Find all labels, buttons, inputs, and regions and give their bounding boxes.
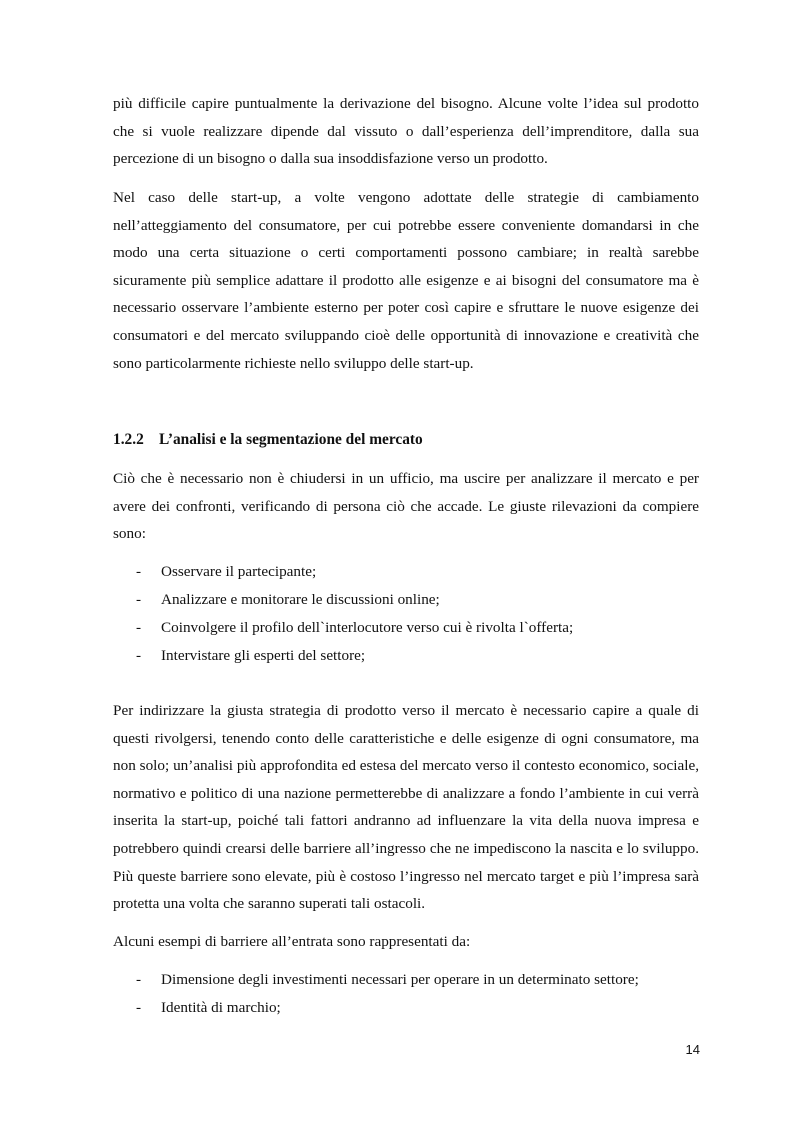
list-item [113, 642, 699, 670]
list-item-text: Dimensione degli investimenti necessari per operare in un determinato settore; [161, 971, 639, 988]
list-item-text: Osservare il partecipante; [161, 563, 317, 580]
section-heading [113, 428, 699, 452]
paragraph-text: Ciò che è necessario non è chiudersi in un ufficio, ma uscire per analizzare il mercato e per avere dei confronti, verificando di persona ciò che accade. Le giuste rilevazioni da compiere sono: [113, 470, 699, 543]
section-title: L’analisi e la segmentazione del mercato [159, 431, 423, 448]
section-number: 1.2.2 [113, 431, 144, 448]
list-item [113, 586, 699, 614]
paragraph-barriere-intro [113, 928, 699, 956]
paragraph-text: Alcuni esempi di barriere all’entrata sono rappresentati da: [113, 933, 471, 950]
paragraph-start-up-strategie [113, 184, 699, 377]
list-item [113, 966, 699, 994]
list-item-text: Identità di marchio; [161, 999, 281, 1016]
list-bullet: - [136, 999, 142, 1016]
list-bullet: - [136, 619, 142, 636]
barriere-list [113, 966, 699, 1022]
list-item [113, 558, 699, 586]
page-number: 14 [685, 1042, 700, 1057]
list-bullet: - [136, 647, 142, 664]
list-bullet: - [136, 591, 142, 608]
list-item [113, 994, 699, 1022]
paragraph-bisogno [113, 90, 699, 173]
paragraph-text: Nel caso delle start-up, a volte vengono adottate delle strategie di cambiamento nell’atteggiamento del consumatore, per cui potrebbe essere conveniente domandarsi in che modo una certa situazione o certi comportamenti possono cambiare; in realtà sarebbe sicuramente più semplice adattare il prodotto alle esigenze e ai bisogni del consumatore ma è necessario osservare l’ambiente esterno per poter così capire e sfruttare le nuove esigenze dei consumatori e del mercato sviluppando cioè delle opportunità di innovazione e creatività che sono particolarmente richieste nello sviluppo delle start-up. [113, 189, 699, 372]
list-bullet: - [136, 563, 142, 580]
list-item-text: Intervistare gli esperti del settore; [161, 647, 366, 664]
list-item-text: Analizzare e monitorare le discussioni online; [161, 591, 440, 608]
list-item-text: Coinvolgere il profilo dell`interlocutore verso cui è rivolta l`offerta; [161, 619, 574, 636]
paragraph-strategia-prodotto [113, 697, 699, 918]
list-bullet: - [136, 971, 142, 988]
list-item [113, 614, 699, 642]
paragraph-rilevazioni [113, 465, 699, 548]
paragraph-text: più difficile capire puntualmente la derivazione del bisogno. Alcune volte l’idea sul prodotto che si vuole realizzare dipende dal vissuto o dall’esperienza dell’imprenditore, dalla sua percezione di un bisogno o dalla sua insoddisfazione verso un prodotto. [113, 95, 699, 168]
paragraph-text: Per indirizzare la giusta strategia di prodotto verso il mercato è necessario capire a quale di questi rivolgersi, tenendo conto delle caratteristiche e delle esigenze di ogni consumatore, ma non solo; un’analisi più approfondita ed estesa del mercato verso il contesto economico, sociale, normativo e politico di una nazione permetterebbe di analizzare a fondo l’ambiente in cui verrà inserita la start-up, poiché tali fattori andranno ad influenzare la vita della nuova impresa e potrebbero quindi crearsi delle barriere all’ingresso che ne impediscono la nascita e lo sviluppo. Più queste barriere sono elevate, più è costoso l’ingresso nel mercato target e più l’impresa sarà protetta una volta che saranno superati tali ostacoli. [113, 702, 699, 913]
rilevazioni-list [113, 558, 699, 670]
